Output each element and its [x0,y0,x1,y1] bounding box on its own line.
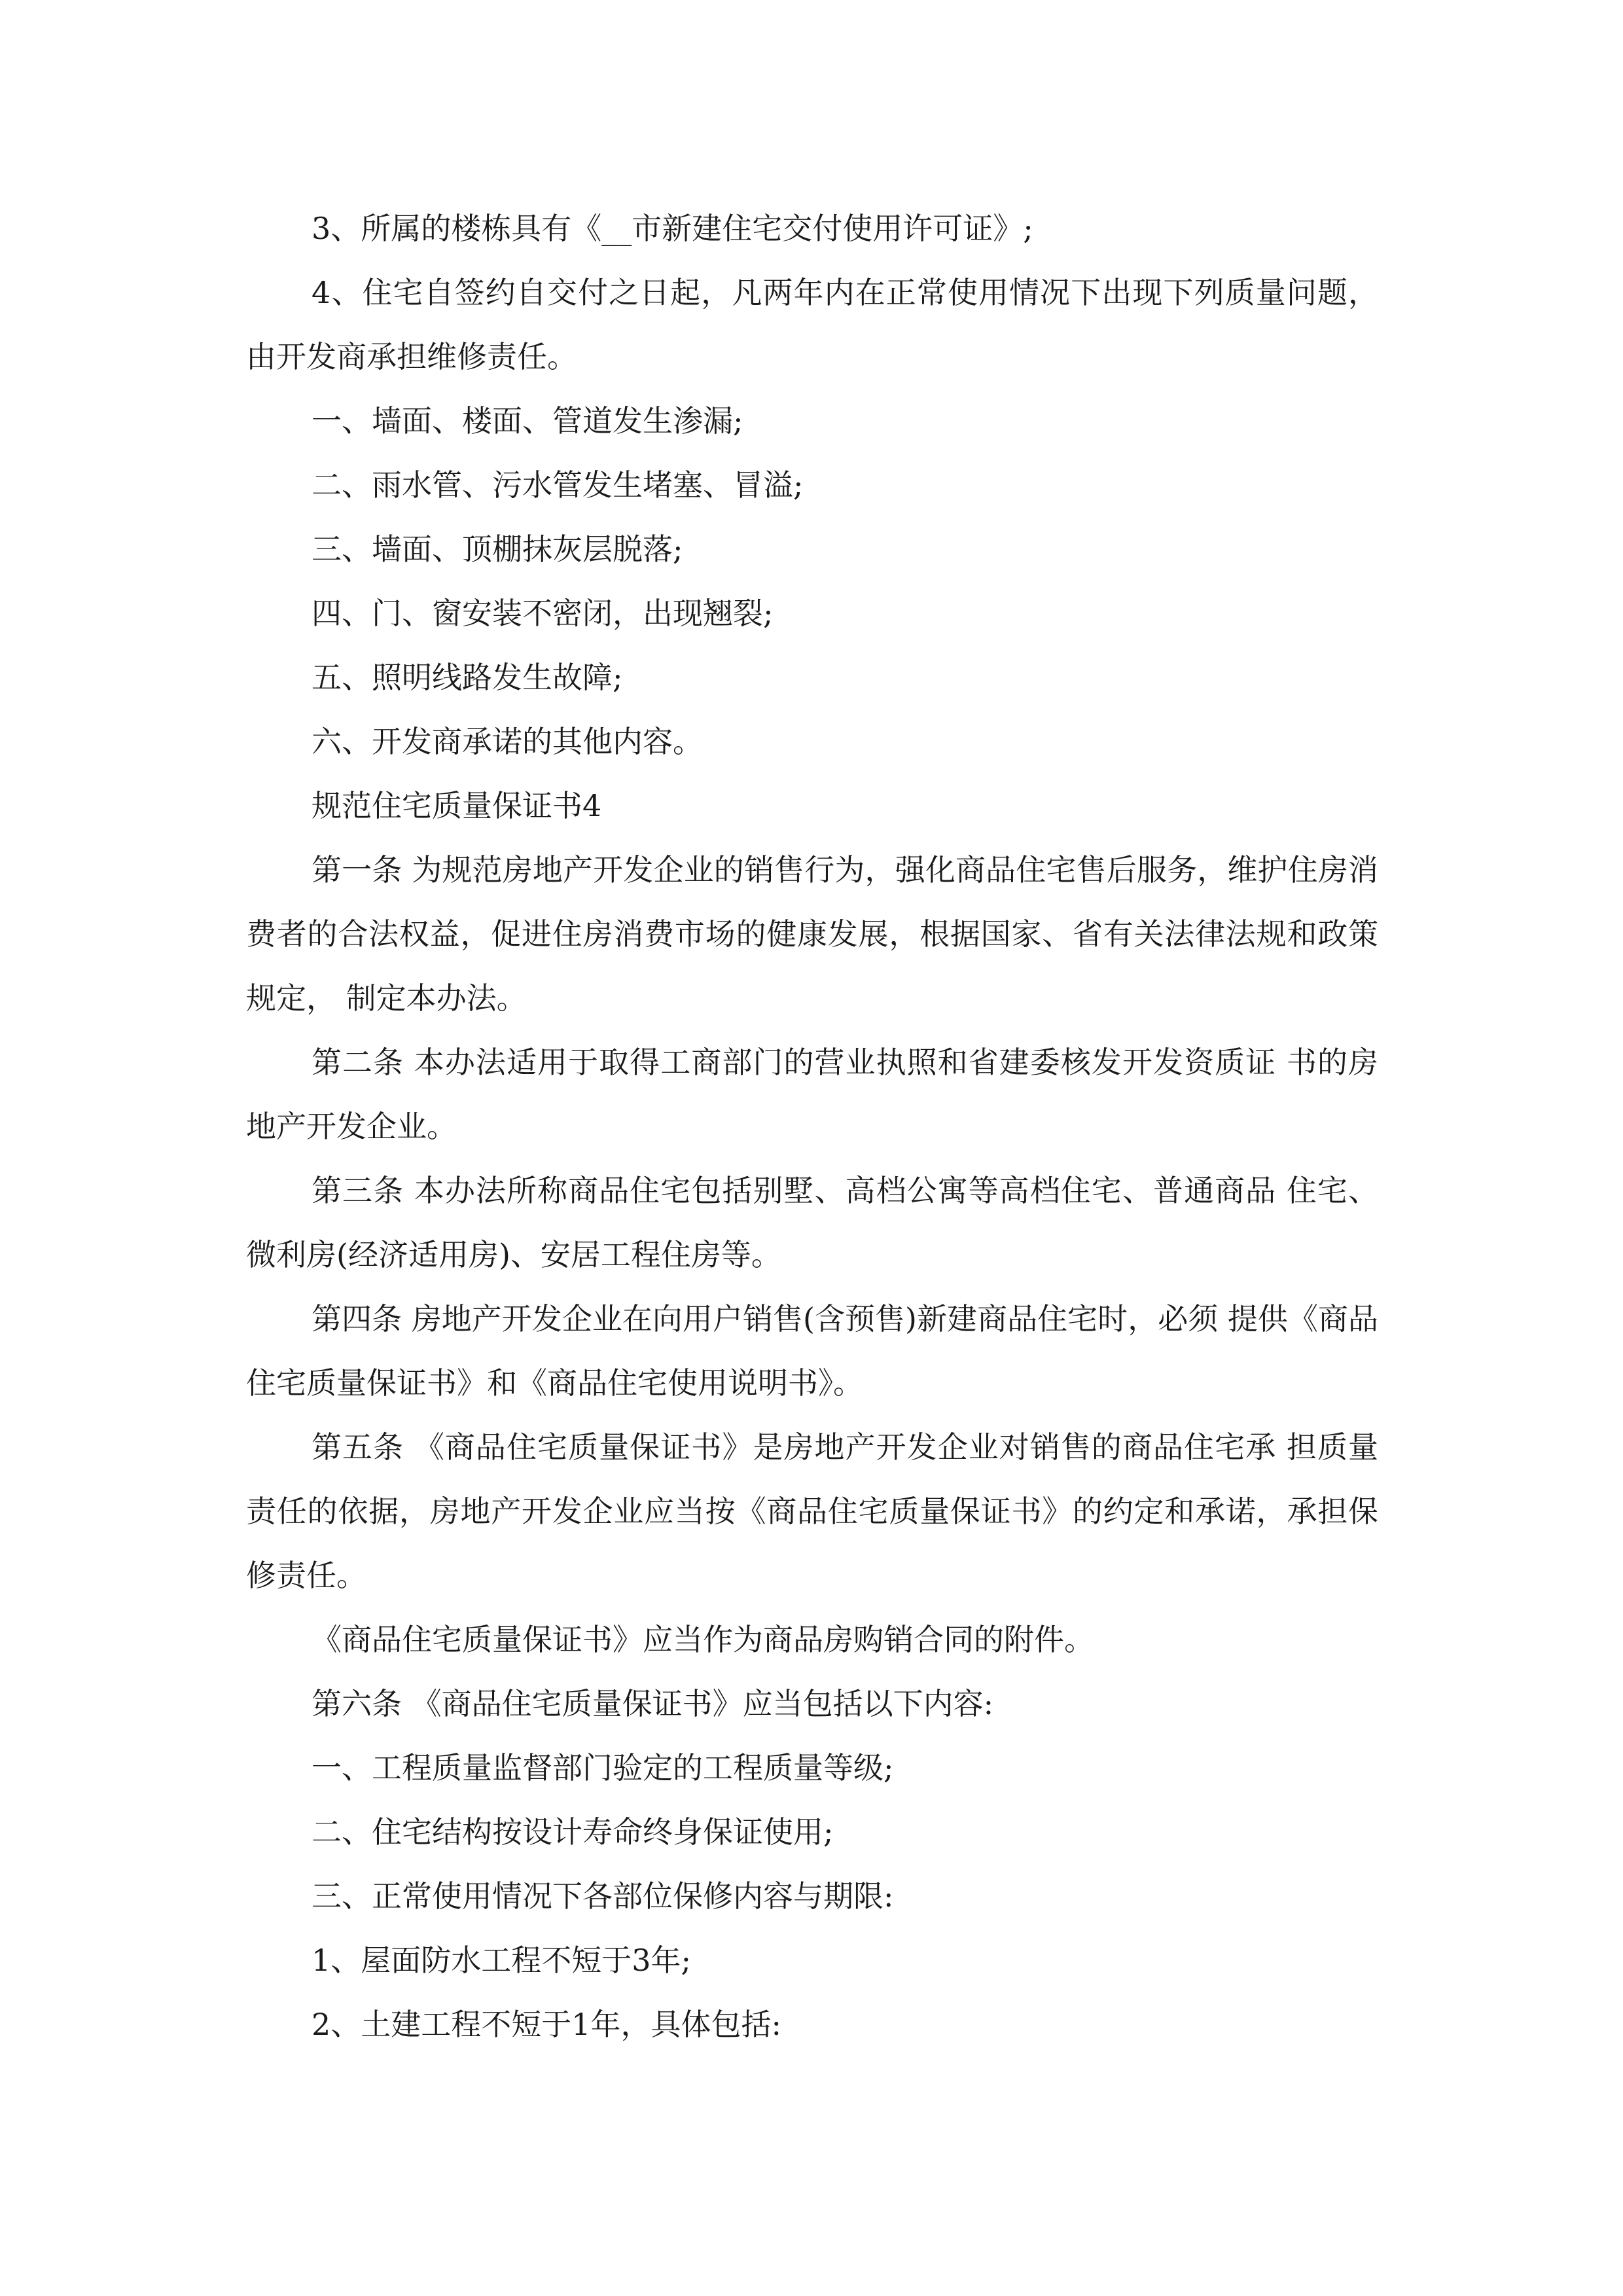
document-body [246,196,1378,2056]
paragraph-1: 3、所属的楼栋具有《__市新建住宅交付使用许可证》; [312,211,1033,246]
paragraph-8: 六、开发商承诺的其他内容。 [312,724,703,759]
warranty-item-1: 1、屋面防水工程不短于3年; [312,1943,692,1978]
paragraph-3: 一、墙面、楼面、管道发生渗漏; [312,403,743,439]
paragraph-7: 五、照明线路发生故障; [312,660,623,695]
paragraph-4: 二、雨水管、污水管发生堵塞、冒溢; [312,467,804,503]
section-title: 规范住宅质量保证书4 [312,788,602,823]
article-5-note: 《商品住宅质量保证书》应当作为商品房购销合同的附件。 [312,1622,1094,1657]
paragraph-2: 4、住宅自签约自交付之日起，凡两年内在正常使用情况下出现下列质量问题，由开发商承担维修责任。 [246,275,1378,374]
warranty-item-2: 2、土建工程不短于1年，具体包括: [312,2007,782,2042]
article-6-item-1: 一、工程质量监督部门验定的工程质量等级; [312,1750,894,1785]
paragraph-6: 四、门、窗安装不密闭，出现翘裂; [312,596,774,631]
article-5: 第五条 《商品住宅质量保证书》是房地产开发企业对销售的商品住宅承 担质量责任的依据，房地产开发企业应当按《商品住宅质量保证书》的约定和承诺，承担保 修责任。 [246,1429,1378,1593]
article-1: 第一条 为规范房地产开发企业的销售行为，强化商品住宅售后服务，维护住房消 费者的合法权益，促进住房消费市场的健康发展，根据国家、省有关法律法规和政策规定， 制定本办法。 [246,852,1378,1016]
paragraph-5: 三、墙面、顶棚抹灰层脱落; [312,531,683,567]
article-2: 第二条 本办法适用于取得工商部门的营业执照和省建委核发开发资质证 书的房地产开发企业。 [246,1045,1378,1144]
article-6-item-2: 二、住宅结构按设计寿命终身保证使用; [312,1814,834,1850]
article-3: 第三条 本办法所称商品住宅包括别墅、高档公寓等高档住宅、普通商品 住宅、微利房(经济适用房)、安居工程住房等。 [246,1173,1378,1272]
article-6-item-3: 三、正常使用情况下各部位保修内容与期限: [312,1878,894,1914]
article-4: 第四条 房地产开发企业在向用户销售(含预售)新建商品住宅时，必须 提供《商品住宅质量保证书》和《商品住宅使用说明书》。 [246,1301,1378,1401]
article-6: 第六条 《商品住宅质量保证书》应当包括以下内容: [312,1686,994,1721]
